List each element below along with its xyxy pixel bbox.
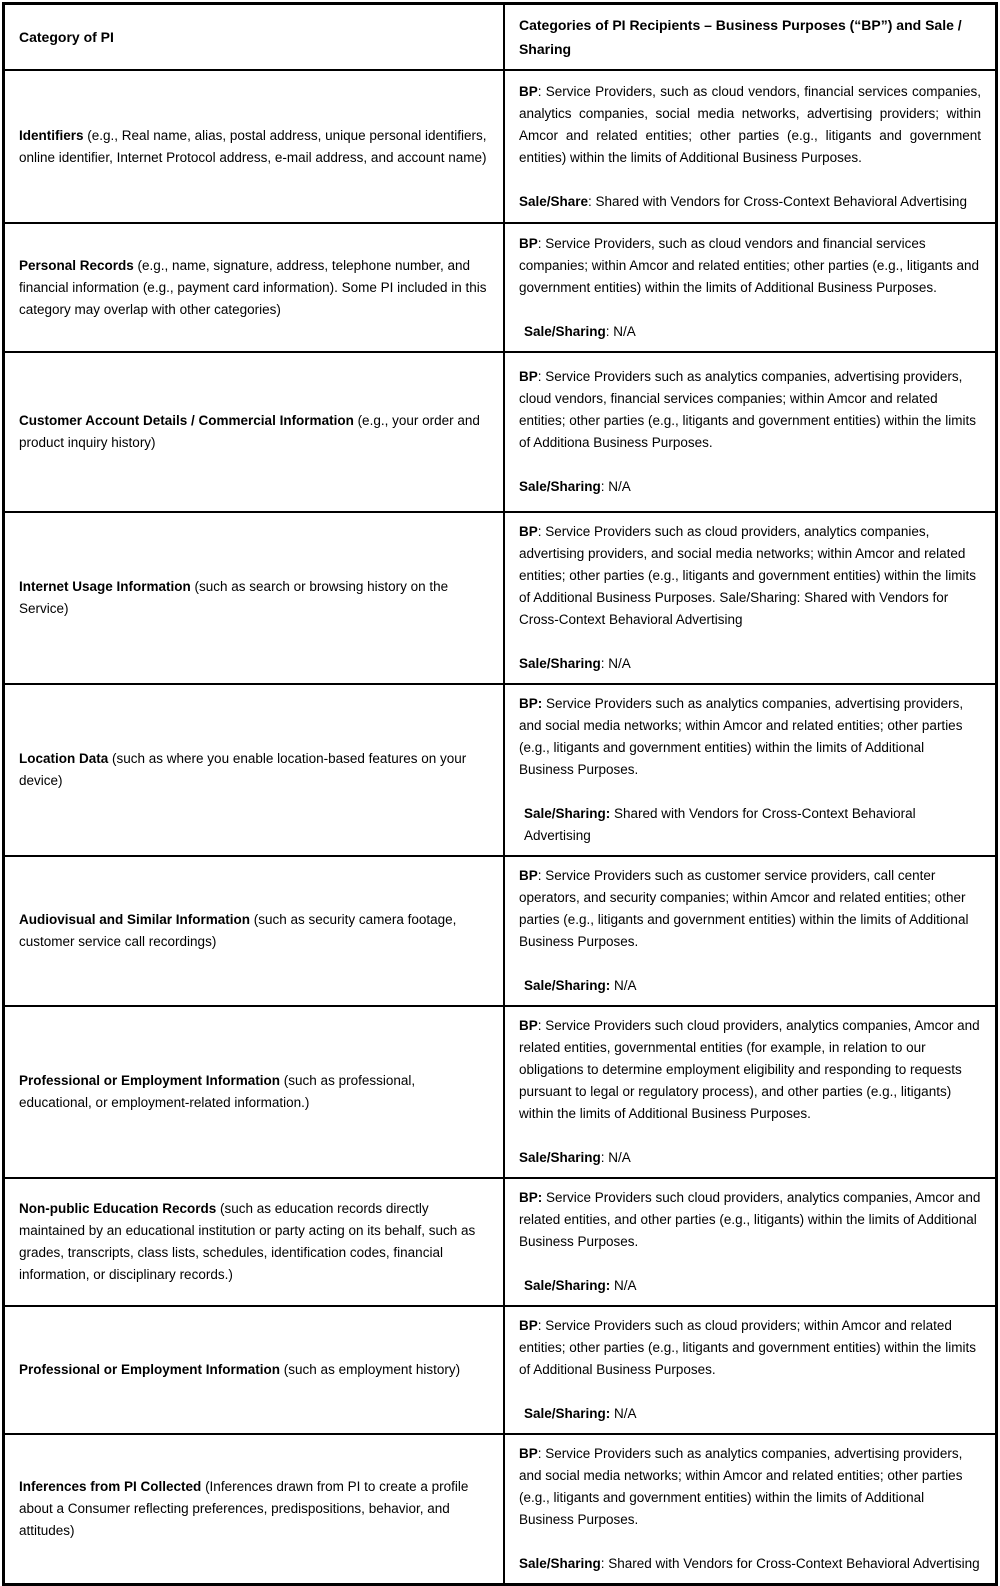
- category-cell: [4, 1178, 504, 1306]
- sale-sharing-label: Sale/Sharing:: [523, 1406, 611, 1421]
- recipients-cell: [504, 1306, 997, 1434]
- business-purposes-paragraph: [519, 81, 981, 169]
- category-description: (e.g., name, signature, address, telephone number, and financial information (e.g., payment card information). Some PI included in this category may overlap with other categories): [19, 257, 487, 317]
- category-paragraph: [19, 1359, 489, 1381]
- category-paragraph: [19, 125, 489, 169]
- category-paragraph: [19, 1198, 489, 1286]
- table-row: [4, 684, 997, 856]
- category-paragraph: [19, 410, 489, 454]
- bp-text: : Service Providers such cloud providers, analytics companies, Amcor and related entities, governmental entities (for example, in relation to our obligations to determine employment eligibility and responding to requests pursuant to legal or regulatory process), and other parties (e.g., litigants) within the limits of Additional Business Purposes.: [518, 1018, 980, 1121]
- sale-sharing-text: Shared with Vendors for Cross-Context Behavioral Advertising: [523, 806, 916, 843]
- table-row: [4, 1306, 997, 1434]
- category-cell: [4, 70, 504, 223]
- sale-sharing-label: Sale/Sharing: [523, 323, 606, 339]
- category-title: Inferences from PI Collected: [19, 1479, 202, 1494]
- sale-sharing-text: : N/A: [605, 323, 636, 339]
- table-row: [4, 70, 997, 223]
- category-title: Personal Records: [19, 257, 134, 273]
- bp-label: BP: [518, 83, 538, 99]
- business-purposes-paragraph: [519, 865, 981, 953]
- category-description: (such as education records directly maintained by an educational institution or party acting on its behalf, such as grades, transcripts, class lists, schedules, identification codes, financial information, or disciplinary records.): [19, 1201, 476, 1282]
- category-description: (e.g., your order and product inquiry history): [19, 413, 480, 450]
- business-purposes-paragraph: [519, 366, 981, 454]
- business-purposes-paragraph: [519, 1443, 981, 1531]
- bp-label: BP:: [518, 1190, 543, 1205]
- sale-sharing-paragraph: [519, 1403, 981, 1425]
- sale-sharing-label: Sale/Share: [518, 193, 589, 209]
- bp-text: : Service Providers, such as cloud vendors, financial services companies, analytics companies, social media networks, advertising providers; within Amcor and related entities; other parties (e.g., litigants and government entities) within the limits of Additional Business Purposes.: [518, 83, 981, 165]
- sale-sharing-text: : Shared with Vendors for Cross-Context Behavioral Advertising: [600, 1556, 980, 1571]
- bp-text: Service Providers such cloud providers, analytics companies, Amcor and related entities, and other parties (e.g., litigants) within the limits of Additional Business Purposes.: [518, 1190, 981, 1249]
- business-purposes-paragraph: [519, 1187, 981, 1253]
- category-title: Location Data: [19, 751, 109, 766]
- bp-text: : Service Providers such as analytics companies, advertising providers, cloud vendors, financial services companies; within Amcor and related entities; other parties (e.g., litigants and government entities) within the limits of Additiona Business Purposes.: [518, 369, 976, 450]
- recipients-cell: [504, 70, 997, 223]
- category-cell: [4, 1434, 504, 1585]
- business-purposes-paragraph: [519, 693, 981, 781]
- sale-sharing-paragraph: [519, 1275, 981, 1297]
- bp-label: BP:: [518, 696, 543, 711]
- sale-sharing-paragraph: [519, 191, 981, 213]
- category-cell: [4, 352, 504, 512]
- sale-sharing-text: : N/A: [600, 1150, 631, 1165]
- table-row: [4, 1006, 997, 1178]
- sale-sharing-paragraph: [519, 1553, 981, 1575]
- bp-text: : Service Providers such as cloud providers, analytics companies, advertising providers, and social media networks; within Amcor and related entities; other parties (e.g., litigants and government entities) within the limits of Additional Business Purposes. Sale/Sharing: Shared with Vendors for Cross-Context Behavioral Advertising: [518, 524, 976, 627]
- category-description: (such as where you enable location-based features on your device): [19, 751, 467, 788]
- category-paragraph: [19, 576, 489, 620]
- sale-sharing-label: Sale/Sharing: [518, 656, 601, 671]
- recipients-cell: [504, 856, 997, 1006]
- sale-sharing-paragraph: [519, 653, 981, 675]
- category-paragraph: [19, 748, 489, 792]
- recipients-cell: [504, 684, 997, 856]
- business-purposes-paragraph: [519, 521, 981, 631]
- sale-sharing-label: Sale/Sharing:: [523, 1278, 611, 1293]
- sale-sharing-paragraph: [519, 975, 981, 997]
- bp-label: BP: [518, 524, 538, 539]
- category-title: Audiovisual and Similar Information: [19, 912, 251, 927]
- category-title: Identifiers: [19, 127, 84, 143]
- bp-label: BP: [518, 1318, 538, 1333]
- sale-sharing-paragraph: [519, 803, 981, 847]
- table-row: [4, 1178, 997, 1306]
- sale-sharing-text: N/A: [610, 978, 637, 993]
- bp-label: BP: [518, 235, 538, 251]
- bp-label: BP: [518, 1446, 538, 1461]
- category-title: Customer Account Details / Commercial Information: [19, 413, 354, 428]
- bp-text: : Service Providers such as customer service providers, call center operators, and security companies; within Amcor and related entities; other parties (e.g., litigants and government entities) within the limits of Additional Business Purposes.: [518, 868, 969, 949]
- bp-text: : Service Providers, such as cloud vendors and financial services companies; within Amcor and related entities; other parties (e.g., litigants and government entities) within the limits of Additional Business Purposes.: [518, 235, 979, 295]
- category-paragraph: [19, 909, 489, 953]
- category-description: (such as search or browsing history on the Service): [19, 579, 449, 616]
- recipients-cell: [504, 223, 997, 352]
- category-title: Non-public Education Records: [19, 1201, 217, 1216]
- table-row: [4, 856, 997, 1006]
- business-purposes-paragraph: [519, 1015, 981, 1125]
- recipients-cell: [504, 1178, 997, 1306]
- sale-sharing-paragraph: [519, 476, 981, 498]
- category-description: (e.g., Real name, alias, postal address, unique personal identifiers, online identifier, Internet Protocol address, e-mail address, and account name): [19, 127, 487, 165]
- table-body: [4, 70, 997, 1585]
- sale-sharing-label: Sale/Sharing: [518, 1556, 601, 1571]
- header-row: [4, 4, 997, 71]
- bp-label: BP: [518, 369, 538, 384]
- category-cell: [4, 856, 504, 1006]
- category-title: Professional or Employment Information: [19, 1362, 281, 1377]
- sale-sharing-text: N/A: [610, 1406, 637, 1421]
- category-paragraph: [19, 255, 489, 321]
- pi-categories-table: [2, 2, 998, 1586]
- sale-sharing-label: Sale/Sharing:: [523, 978, 611, 993]
- category-title: Professional or Employment Information: [19, 1073, 281, 1088]
- business-purposes-paragraph: [519, 1315, 981, 1381]
- sale-sharing-label: Sale/Sharing: [518, 479, 601, 494]
- table-row: [4, 1434, 997, 1585]
- sale-sharing-text: N/A: [610, 1278, 637, 1293]
- header-category-of-pi: Category of PI: [4, 4, 504, 71]
- sale-sharing-text: : Shared with Vendors for Cross-Context Behavioral Advertising: [588, 193, 967, 209]
- bp-text: : Service Providers such as cloud providers; within Amcor and related entities; other parties (e.g., litigants and government entities) within the limits of Additional Business Purposes.: [518, 1318, 976, 1377]
- category-cell: [4, 684, 504, 856]
- bp-text: Service Providers such as analytics companies, advertising providers, and social media networks; within Amcor and related entities; other parties (e.g., litigants and government entities) within the limits of Additional Business Purposes.: [518, 696, 964, 777]
- table-row: [4, 512, 997, 684]
- recipients-cell: [504, 1434, 997, 1585]
- bp-label: BP: [518, 1018, 538, 1033]
- bp-text: : Service Providers such as analytics companies, advertising providers, and social media networks; within Amcor and related entities; other parties (e.g., litigants and government entities) within the limits of Additional Business Purposes.: [518, 1446, 963, 1527]
- category-description: (such as professional, educational, or employment-related information.): [19, 1073, 416, 1110]
- category-title: Internet Usage Information: [19, 579, 191, 594]
- sale-sharing-text: : N/A: [600, 479, 631, 494]
- sale-sharing-paragraph: [519, 1147, 981, 1169]
- sale-sharing-paragraph: [519, 321, 981, 343]
- category-paragraph: [19, 1070, 489, 1114]
- bp-label: BP: [518, 868, 538, 883]
- sale-sharing-label: Sale/Sharing: [518, 1150, 601, 1165]
- business-purposes-paragraph: [519, 233, 981, 299]
- recipients-cell: [504, 512, 997, 684]
- recipients-cell: [504, 1006, 997, 1178]
- table-row: [4, 223, 997, 352]
- category-description: (Inferences drawn from PI to create a profile about a Consumer reflecting preferences, predispositions, behavior, and attitudes): [19, 1479, 469, 1538]
- category-cell: [4, 223, 504, 352]
- category-paragraph: [19, 1476, 489, 1542]
- sale-sharing-label: Sale/Sharing:: [523, 806, 611, 821]
- category-cell: [4, 1006, 504, 1178]
- header-pi-recipients: Categories of PI Recipients – Business Purposes (“BP”) and Sale / Sharing: [504, 4, 997, 71]
- category-cell: [4, 1306, 504, 1434]
- category-description: (such as employment history): [280, 1362, 461, 1377]
- sale-sharing-text: : N/A: [600, 656, 631, 671]
- table-row: [4, 352, 997, 512]
- category-cell: [4, 512, 504, 684]
- recipients-cell: [504, 352, 997, 512]
- category-description: (such as security camera footage, customer service call recordings): [19, 912, 457, 949]
